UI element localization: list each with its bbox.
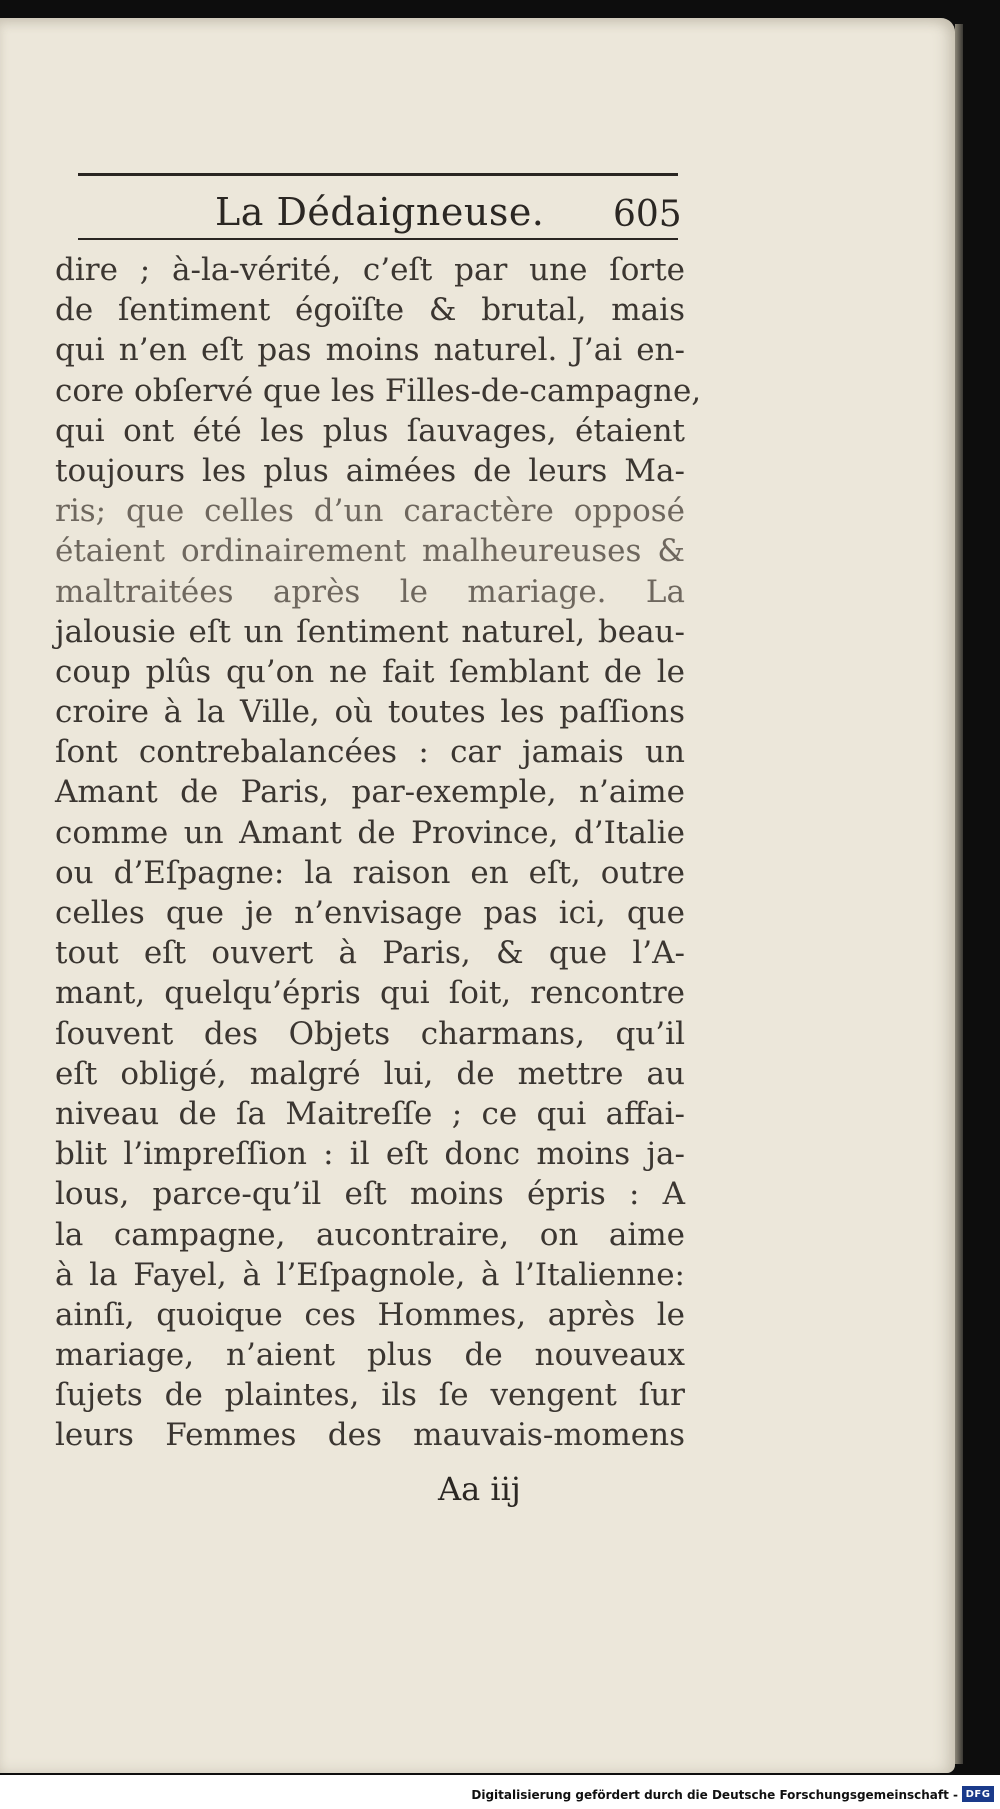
signature-mark: Aa iij	[438, 1470, 521, 1508]
text-line: ſont contrebalancées : car jamais un	[55, 734, 685, 771]
text-line: la campagne, aucontraire, on aime	[55, 1216, 685, 1253]
text-line: toujours les plus aimées de leurs Ma-	[55, 452, 685, 489]
header-rule-top	[78, 173, 678, 176]
text-line: ou d’Eſpagne: la raison en eſt, outre	[55, 854, 685, 891]
text-line: jalousie eſt un ſentiment naturel, beau-	[55, 613, 685, 650]
text-line: de ſentiment égoïſte & brutal, mais	[55, 292, 685, 329]
text-line: lous, parce-qu’il eſt moins épris : A	[55, 1176, 685, 1213]
running-title: La Dédaigneuse.	[215, 190, 545, 234]
text-line: à la Fayel, à l’Eſpagnole, à l’Italienne:	[55, 1256, 685, 1293]
text-line: blit l’impreſſion : il eſt donc moins ja-	[55, 1136, 685, 1173]
text-line: étaient ordinairement malheureuses &	[55, 533, 685, 570]
text-line: leurs Femmes des mauvais-momens	[55, 1417, 685, 1454]
text-line: core obſervé que les Filles-de-campagne,	[55, 372, 702, 409]
header-rule-bottom	[78, 238, 678, 240]
text-line: Amant de Paris, par-exemple, n’aime	[55, 774, 685, 811]
footer-strip	[0, 1775, 1000, 1809]
body-text	[55, 250, 702, 1456]
text-line: tout eſt ouvert à Paris, & que l’A-	[55, 935, 685, 972]
text-line: ſujets de plaintes, ils ſe vengent ſur	[55, 1377, 685, 1414]
text-line: comme un Amant de Province, d’Italie	[55, 814, 685, 851]
text-line: qui n’en eſt pas moins naturel. J’ai en-	[55, 332, 685, 369]
text-line: croire à la Ville, où toutes les paſſions	[55, 694, 685, 731]
text-line: mariage, n’aient plus de nouveaux	[55, 1337, 685, 1374]
text-line: ſouvent des Objets charmans, qu’il	[55, 1015, 685, 1052]
text-line: eſt obligé, malgré lui, de mettre au	[55, 1055, 685, 1092]
book-page	[0, 18, 955, 1773]
page-edge	[955, 24, 963, 1764]
text-line: celles que je n’envisage pas ici, que	[55, 895, 685, 931]
text-line: qui ont été les plus ſauvages, étaient	[55, 412, 685, 449]
dfg-logo-icon: DFG	[962, 1786, 994, 1802]
text-line: ainſi, quoique ces Hommes, après le	[55, 1296, 685, 1333]
text-line: coup plûs qu’on ne fait ſemblant de le	[55, 653, 685, 690]
footer-credit: Digitalisierung gefördert durch die Deutsche Forschungsgemeinschaft -	[471, 1788, 958, 1802]
text-line: dire ; à-la-vérité, c’eſt par une ſorte	[55, 252, 685, 288]
text-line: niveau de ſa Maitreſſe ; ce qui affai-	[55, 1095, 685, 1132]
text-line: mant, quelqu’épris qui ſoit, rencontre	[55, 975, 685, 1012]
text-line: ris; que celles d’un caractère opposé	[55, 493, 685, 530]
text-line: maltraitées après le mariage. La	[55, 573, 685, 610]
page-number: 605	[613, 194, 682, 235]
